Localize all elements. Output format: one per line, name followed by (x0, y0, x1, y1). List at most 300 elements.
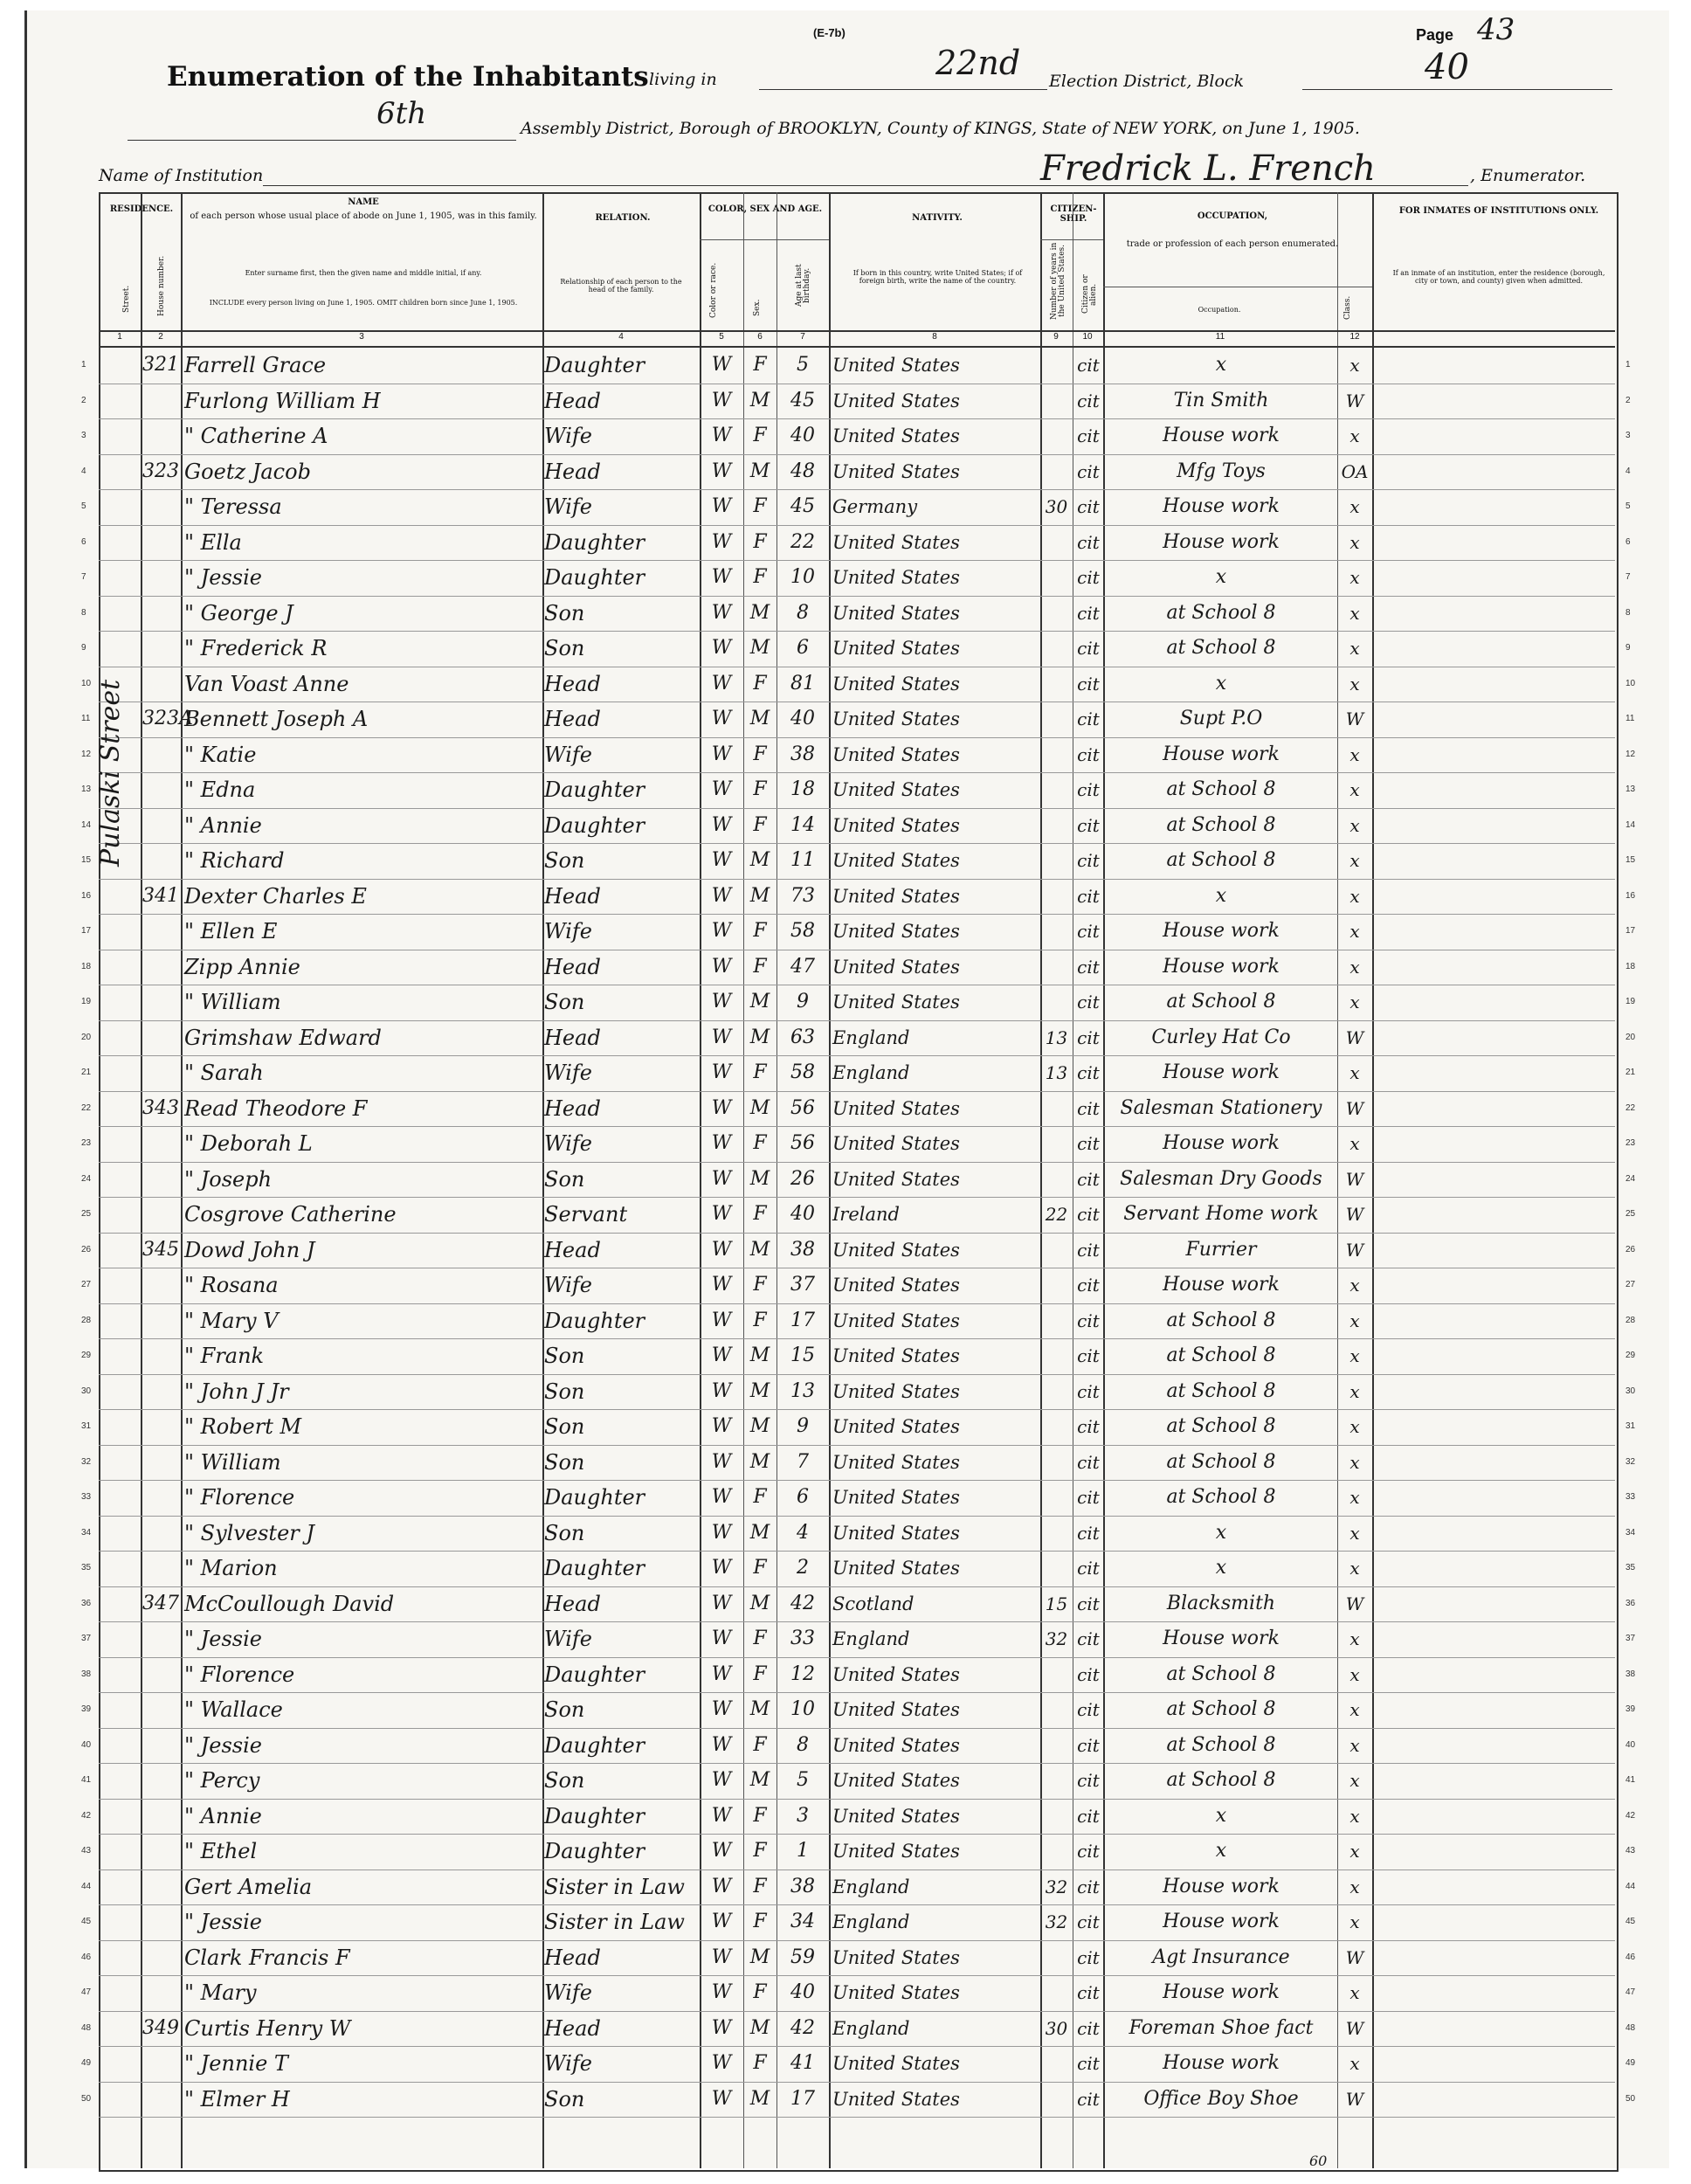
cell-cit: cit (1077, 708, 1100, 729)
cell-occ: x (1215, 354, 1227, 376)
line-number-left: 45 (81, 1917, 92, 1926)
cell-sex: F (753, 530, 767, 553)
line-number-left: 30 (81, 1386, 92, 1396)
cell-color: W (711, 460, 732, 482)
line-number-right: 31 (1625, 1421, 1636, 1431)
line-number-left: 34 (81, 1527, 92, 1538)
line-number-right: 49 (1625, 2058, 1636, 2068)
col-relation-desc: Relationship of each person to the head of the family. (560, 278, 682, 294)
cell-cit: cit (1077, 602, 1100, 624)
cell-nat: United States (832, 1168, 960, 1190)
line-number-left: 16 (81, 890, 92, 901)
cell-occ: x (1215, 672, 1227, 695)
cell-house (142, 1338, 181, 1374)
cell-house (142, 667, 181, 702)
cell-color: W (711, 1981, 732, 2003)
cell-sex: M (749, 1344, 770, 1366)
cell-color: W (711, 708, 732, 729)
cell-house: 343 (142, 1096, 179, 1119)
line-number-right: 40 (1625, 1739, 1636, 1750)
cell-age: 22 (790, 530, 815, 553)
cell-yrs (1042, 985, 1071, 1020)
cell-name: " Frederick R (184, 636, 328, 660)
table-row (27, 1480, 1669, 1516)
table-row (27, 1799, 1669, 1835)
cell-cit: cit (1077, 1911, 1100, 1932)
cell-rel: Head (544, 954, 601, 979)
cell-occ: at School 8 (1166, 601, 1276, 624)
cell-cit: cit (1077, 1062, 1100, 1083)
cell-name: Van Voast Anne (184, 671, 349, 696)
cell-color: W (711, 1769, 732, 1791)
line-number-left: 5 (81, 501, 86, 511)
cell-cit: cit (1077, 850, 1100, 871)
assembly-number: 6th (376, 96, 427, 131)
cell-age: 10 (790, 566, 815, 588)
table-row (27, 1975, 1669, 2011)
col-relation-title: RELATION. (595, 213, 651, 223)
cell-nat: United States (832, 355, 960, 376)
table-row (27, 1728, 1669, 1764)
cell-sex: F (753, 1911, 767, 1932)
cell-cit: cit (1077, 1487, 1100, 1508)
line-number-right: 8 (1625, 607, 1631, 618)
cell-name: " Jessie (184, 565, 263, 590)
cell-name: Furlong William H (184, 388, 381, 413)
cell-house (142, 525, 181, 561)
cell-rel: Head (544, 1237, 601, 1262)
cell-cls: x (1349, 1487, 1360, 1508)
cell-color: W (711, 1203, 732, 1225)
table-row (27, 2082, 1669, 2118)
cell-age: 8 (797, 601, 809, 624)
column-number: 3 (359, 332, 364, 342)
line-number-left: 25 (81, 1209, 92, 1219)
table-row (27, 1621, 1669, 1657)
cell-rel: Head (544, 671, 601, 696)
cell-cit: cit (1077, 814, 1100, 836)
table-row (27, 1055, 1669, 1091)
cell-rel: Son (544, 1414, 585, 1439)
line-number-left: 2 (81, 395, 86, 405)
cell-nat: United States (832, 1133, 960, 1154)
cell-name: " Elmer H (184, 2086, 290, 2111)
cell-nat: England (832, 1876, 910, 1897)
cell-cit: cit (1077, 355, 1100, 376)
cell-house (142, 772, 181, 808)
line-number-left: 15 (81, 855, 92, 865)
cell-color: W (711, 1662, 732, 1685)
cell-cit: cit (1077, 531, 1100, 553)
cell-rel: Son (544, 1697, 585, 1722)
cell-cit: cit (1077, 1345, 1100, 1366)
cell-color: W (711, 778, 732, 800)
living-in-label: living in (649, 70, 717, 89)
col-occupation-title: OCCUPATION, (1197, 211, 1268, 221)
cell-rel: Son (544, 848, 585, 873)
line-number-left: 7 (81, 572, 86, 582)
table-row (27, 489, 1669, 525)
col-years-in-us: Number of years in the United States. (1050, 242, 1066, 321)
cell-cit: cit (1077, 425, 1100, 446)
line-number-left: 9 (81, 643, 86, 653)
cell-yrs (1042, 1268, 1071, 1303)
cell-cls: x (1349, 814, 1360, 836)
cell-cls: x (1349, 1275, 1360, 1296)
cell-cit: cit (1077, 1522, 1100, 1544)
column-number: 5 (719, 332, 724, 342)
cell-nat: United States (832, 956, 960, 978)
cell-occ: Furrier (1185, 1238, 1257, 1261)
cell-age: 26 (790, 1167, 815, 1190)
cell-nat: United States (832, 1558, 960, 1579)
table-row (27, 1586, 1669, 1622)
cell-house (142, 596, 181, 632)
cell-nat: United States (832, 708, 960, 729)
cell-age: 17 (790, 1309, 815, 1331)
cell-sex: F (753, 1061, 767, 1083)
cell-color: W (711, 637, 732, 659)
table-row (27, 1445, 1669, 1481)
table-row (27, 348, 1669, 384)
cell-age: 11 (790, 849, 815, 871)
cell-sex: F (753, 566, 767, 588)
cell-age: 5 (797, 354, 809, 376)
line-number-right: 23 (1625, 1138, 1636, 1148)
cell-occ: Supt P.O (1179, 708, 1263, 729)
cell-house (142, 1303, 181, 1339)
cell-sex: F (753, 920, 767, 942)
cell-age: 13 (790, 1379, 815, 1402)
cell-house (142, 1904, 181, 1940)
column-number: 7 (800, 332, 805, 342)
line-number-left: 48 (81, 2022, 92, 2033)
cell-name: " Marion (184, 1556, 278, 1580)
table-row (27, 560, 1669, 596)
cell-cit: cit (1077, 1628, 1100, 1649)
cell-cit: cit (1077, 1876, 1100, 1897)
cell-yrs: 15 (1045, 1593, 1068, 1614)
cell-house (142, 950, 181, 985)
cell-nat: United States (832, 1522, 960, 1544)
cell-yrs (1042, 1551, 1071, 1586)
cell-age: 33 (790, 1628, 815, 1649)
cell-name: " Catherine A (184, 424, 328, 448)
table-row (27, 702, 1669, 737)
cell-cls: x (1349, 1380, 1360, 1402)
table-row (27, 2011, 1669, 2047)
cell-age: 40 (790, 1203, 815, 1225)
cell-color: W (711, 1486, 732, 1508)
cell-occ: House work (1163, 1061, 1280, 1083)
cell-yrs (1042, 1162, 1071, 1198)
election-district-label: Election District, Block (1049, 72, 1245, 91)
column-number: 2 (158, 332, 163, 342)
line-number-right: 19 (1625, 997, 1636, 1006)
cell-age: 38 (790, 1238, 815, 1261)
line-number-left: 28 (81, 1315, 92, 1325)
cell-occ: at School 8 (1166, 637, 1276, 659)
cell-cit: cit (1077, 496, 1100, 517)
table-row (27, 631, 1669, 667)
column-number: 12 (1349, 332, 1360, 342)
cell-nat: United States (832, 1380, 960, 1402)
cell-house (142, 1870, 181, 1905)
cell-cit: cit (1077, 885, 1100, 907)
cell-color: W (711, 389, 732, 411)
cell-occ: at School 8 (1166, 991, 1276, 1013)
cell-nat: United States (832, 1416, 960, 1437)
line-number-right: 28 (1625, 1315, 1636, 1325)
cell-color: W (711, 1309, 732, 1331)
table-row (27, 1091, 1669, 1127)
cell-nat: United States (832, 1097, 960, 1119)
cell-sex: M (749, 1521, 770, 1544)
cell-rel: Son (544, 1344, 585, 1368)
cell-nat: United States (832, 673, 960, 695)
cell-house (142, 1551, 181, 1586)
cell-rel: Son (544, 1449, 585, 1475)
cell-rel: Wife (544, 2051, 593, 2076)
page-label: Page (1416, 26, 1454, 44)
cell-sex: M (749, 849, 770, 871)
cell-cls: x (1349, 921, 1360, 942)
cell-color: W (711, 991, 732, 1013)
cell-name: Gert Amelia (184, 1874, 313, 1899)
cell-rel: Daughter (544, 1732, 645, 1758)
cell-name: Read Theodore F (184, 1095, 368, 1121)
cell-rel: Daughter (544, 565, 645, 590)
cell-nat: United States (832, 2053, 960, 2074)
cell-sex: F (753, 1628, 767, 1649)
table-row (27, 879, 1669, 915)
cell-rel: Wife (544, 919, 593, 943)
cell-house: 323 (142, 460, 179, 482)
district-number: 22nd (935, 44, 1021, 82)
cell-nat: United States (832, 1770, 960, 1791)
cell-yrs (1042, 1338, 1071, 1374)
cell-occ: Office Boy Shoe (1143, 2087, 1299, 2110)
cell-rel: Daughter (544, 1308, 645, 1333)
line-number-left: 50 (81, 2093, 92, 2104)
cell-rel: Daughter (544, 778, 645, 802)
cell-cit: cit (1077, 1663, 1100, 1685)
cell-house: 347 (142, 1592, 179, 1614)
cell-color: W (711, 1946, 732, 1968)
table-row (27, 772, 1669, 808)
line-number-right: 6 (1625, 536, 1631, 547)
cell-sex: F (753, 672, 767, 695)
cell-sex: M (749, 1592, 770, 1614)
cell-house (142, 1126, 181, 1162)
cell-nat: United States (832, 638, 960, 659)
cell-age: 47 (790, 955, 815, 978)
cell-age: 18 (790, 778, 815, 800)
cell-house (142, 560, 181, 596)
cell-yrs (1042, 596, 1071, 632)
cell-age: 3 (797, 1804, 809, 1827)
cell-occ: x (1215, 1804, 1227, 1827)
cell-cls: x (1349, 673, 1360, 695)
cell-cit: cit (1077, 1275, 1100, 1296)
cell-nat: United States (832, 2088, 960, 2110)
cell-cit: cit (1077, 1805, 1100, 1827)
cell-color: W (711, 2087, 732, 2110)
cell-occ: Servant Home work (1123, 1203, 1319, 1225)
cell-nat: United States (832, 779, 960, 800)
cell-sex: M (749, 637, 770, 659)
cell-rel: Head (544, 883, 601, 909)
cell-color: W (711, 1238, 732, 1261)
cell-color: W (711, 530, 732, 553)
cell-cit: cit (1077, 779, 1100, 800)
cell-cls: x (1349, 1062, 1360, 1083)
cell-yrs (1042, 1091, 1071, 1127)
cell-cls: x (1349, 1876, 1360, 1897)
cell-sex: M (749, 1096, 770, 1119)
cell-sex: M (749, 1769, 770, 1791)
cell-age: 38 (790, 1875, 815, 1897)
cell-occ: Blacksmith (1166, 1592, 1276, 1614)
cell-cls: x (1349, 1558, 1360, 1579)
cell-cls: x (1349, 1628, 1360, 1649)
line-number-right: 33 (1625, 1492, 1636, 1502)
cell-occ: at School 8 (1166, 1415, 1276, 1437)
cell-sex: F (753, 495, 767, 517)
cell-occ: at School 8 (1166, 1769, 1276, 1791)
table-row (27, 1763, 1669, 1799)
cell-nat: United States (832, 1663, 960, 1685)
cell-age: 63 (790, 1026, 815, 1048)
cell-rel: Daughter (544, 353, 645, 377)
cell-age: 45 (790, 495, 815, 517)
cell-age: 12 (790, 1662, 815, 1685)
cell-rel: Head (544, 707, 601, 731)
line-number-right: 15 (1625, 855, 1636, 865)
line-number-left: 41 (81, 1775, 92, 1785)
cell-sex: F (753, 778, 767, 800)
cell-rel: Head (544, 1945, 601, 1970)
cell-nat: United States (832, 814, 960, 836)
cell-house: 341 (142, 884, 179, 907)
cell-occ: at School 8 (1166, 1698, 1276, 1720)
enumerator-label: , Enumerator. (1470, 166, 1586, 185)
cell-nat: United States (832, 743, 960, 765)
cell-occ: at School 8 (1166, 1450, 1276, 1473)
cell-name: Bennett Joseph A (184, 707, 369, 731)
cell-color: W (711, 1379, 732, 1402)
table-row (27, 985, 1669, 1020)
cell-nat: United States (832, 390, 960, 411)
cell-age: 38 (790, 743, 815, 765)
column-number: 10 (1082, 332, 1093, 342)
cell-house (142, 2046, 181, 2082)
cell-cit: cit (1077, 390, 1100, 411)
cell-yrs (1042, 348, 1071, 384)
cell-yrs: 13 (1045, 1062, 1068, 1083)
col-name-title: NAME (348, 197, 379, 207)
cell-cls: x (1349, 1663, 1360, 1685)
line-number-left: 6 (81, 536, 86, 547)
cell-occ: House work (1163, 1132, 1280, 1154)
line-number-right: 24 (1625, 1173, 1636, 1184)
cell-occ: Salesman Stationery (1120, 1096, 1322, 1119)
cell-house (142, 1728, 181, 1764)
cell-nat: United States (832, 1275, 960, 1296)
cell-name: " Ella (184, 529, 242, 555)
cell-yrs (1042, 914, 1071, 950)
cell-color: W (711, 1592, 732, 1614)
table-row (27, 1197, 1669, 1233)
cell-cit: cit (1077, 1097, 1100, 1119)
cell-color: W (711, 566, 732, 588)
cell-name: " Deborah L (184, 1131, 313, 1156)
cell-house (142, 1763, 181, 1799)
column-number: 8 (932, 332, 937, 342)
line-number-left: 12 (81, 749, 92, 759)
line-number-right: 12 (1625, 749, 1636, 759)
line-number-left: 39 (81, 1704, 92, 1714)
cell-cit: cit (1077, 1558, 1100, 1579)
table-row (27, 2046, 1669, 2082)
cell-occ: x (1215, 1521, 1227, 1544)
table-row (27, 1692, 1669, 1728)
cell-house (142, 1055, 181, 1091)
cell-sex: M (749, 2016, 770, 2039)
cell-cls: x (1349, 992, 1360, 1013)
cell-nat: Ireland (832, 1204, 900, 1225)
cell-yrs (1042, 1728, 1071, 1764)
cell-age: 6 (797, 1486, 809, 1508)
cell-name: " Annie (184, 812, 262, 838)
cell-rel: Daughter (544, 1662, 645, 1687)
line-number-right: 50 (1625, 2093, 1636, 2104)
line-number-left: 14 (81, 819, 92, 830)
cell-name: " Jessie (184, 1627, 263, 1651)
cell-rel: Son (544, 600, 585, 625)
cell-yrs (1042, 560, 1071, 596)
cell-name: " Sarah (184, 1061, 264, 1085)
cell-sex: M (749, 1698, 770, 1720)
cell-cls: W (1345, 1204, 1364, 1225)
line-number-left: 36 (81, 1598, 92, 1608)
cell-occ: at School 8 (1166, 1662, 1276, 1685)
assembly-line: Assembly District, Borough of BROOKLYN, County of KINGS, State of NEW YORK, on June 1, 1905. (521, 119, 1360, 138)
cell-color: W (711, 849, 732, 871)
cell-occ: at School 8 (1166, 1309, 1276, 1331)
cell-cls: W (1345, 708, 1364, 729)
cell-age: 37 (790, 1274, 815, 1296)
cell-sex: M (749, 1167, 770, 1190)
cell-age: 42 (790, 1592, 815, 1614)
cell-house (142, 384, 181, 419)
cell-occ: Foreman Shoe fact (1128, 2016, 1314, 2039)
cell-name: " William (184, 1449, 281, 1475)
cell-occ: Salesman Dry Goods (1120, 1167, 1322, 1190)
cell-cit: cit (1077, 1310, 1100, 1331)
cell-age: 58 (790, 1061, 815, 1083)
cell-color: W (711, 1521, 732, 1544)
cell-sex: F (753, 1557, 767, 1579)
cell-cls: x (1349, 743, 1360, 765)
cell-name: McCoullough David (184, 1591, 395, 1616)
cell-yrs (1042, 950, 1071, 985)
cell-cit: cit (1077, 2017, 1100, 2039)
cell-nat: United States (832, 1239, 960, 1261)
cell-sex: M (749, 708, 770, 729)
cell-nat: United States (832, 602, 960, 624)
page-title: Enumeration of the Inhabitants (167, 61, 649, 93)
